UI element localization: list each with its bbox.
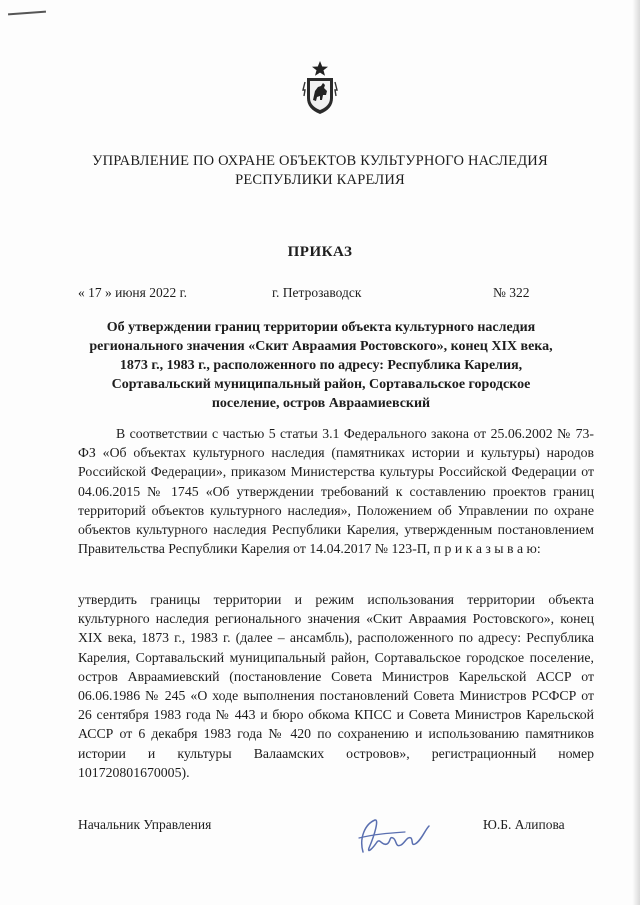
document-subject: Об утверждении границ территории объекта культурного наследия регионального значения «Скит Авраамия Ростовского», конец XIX века, 1873 г., 1983 г., расположенного по адресу: Республика Карелия, Сортавальский муниципальный район, Сортавальское городское поселение, остров Авраамиевский — [89, 320, 553, 411]
preamble-paragraph: В соответствии с частью 5 статьи 3.1 Федерального закона от 25.06.2002 № 73-ФЗ «Об объектах культурного наследия (памятниках истории и культуры) народов Российской Федерации», приказом Министерства культуры Российской Федерации от 04.06.2015 № 1745 «Об утверждении требований к составлению проектов границ территорий объектов культурного наследия», Положением об Управлении по охране объектов культурного наследия Республики Карелия, утвержденным постановлением Правительства Республики Карелия от 14.04.2017 № 123-П, п р и к а з ы в а ю: — [78, 426, 594, 557]
scan-mark — [8, 11, 46, 16]
agency-line-2: РЕСПУБЛИКИ КАРЕЛИЯ — [235, 172, 405, 188]
document-type: ПРИКАЗ — [287, 244, 353, 260]
signer-title: Начальник Управления — [78, 817, 212, 832]
agency-name — [60, 152, 580, 190]
order-paragraph: утвердить границы территории и режим использования территории объекта культурного наследия регионального значения «Скит Авраамия Ростовского», конец XIX века, 1873 г., 1983 г. (далее – ансамбль), расположенного по адресу: Республика Карелия, Сортавальский муниципальный район, Сортавальское городское поселение, остров Авраамиевский (постановление Совета Министров Карельской АССР от 06.06.1986 № 245 «О ходе выполнения постановлений Совета Министров РСФСР от 26 сентября 1983 года № 443 и бюро обкома КПСС и Совета Министров Карельской АССР от 6 декабря 1983 года № 420 по сохранению и использованию памятников истории и культуры Валаамских островов», регистрационный номер 101720801670005). — [78, 592, 594, 780]
signer-name: Ю.Б. Алипова — [483, 817, 565, 832]
document-number: № 322 — [493, 285, 530, 300]
coat-of-arms-karelia-icon — [301, 60, 339, 116]
agency-line-1: УПРАВЛЕНИЕ ПО ОХРАНЕ ОБЪЕКТОВ КУЛЬТУРНОГО НАСЛЕДИЯ — [92, 153, 548, 169]
document-date: « 17 » июня 2022 г. — [78, 285, 188, 300]
scan-edge-shadow — [632, 0, 640, 905]
handwritten-signature — [345, 808, 455, 868]
document-city: г. Петрозаводск — [272, 285, 362, 300]
